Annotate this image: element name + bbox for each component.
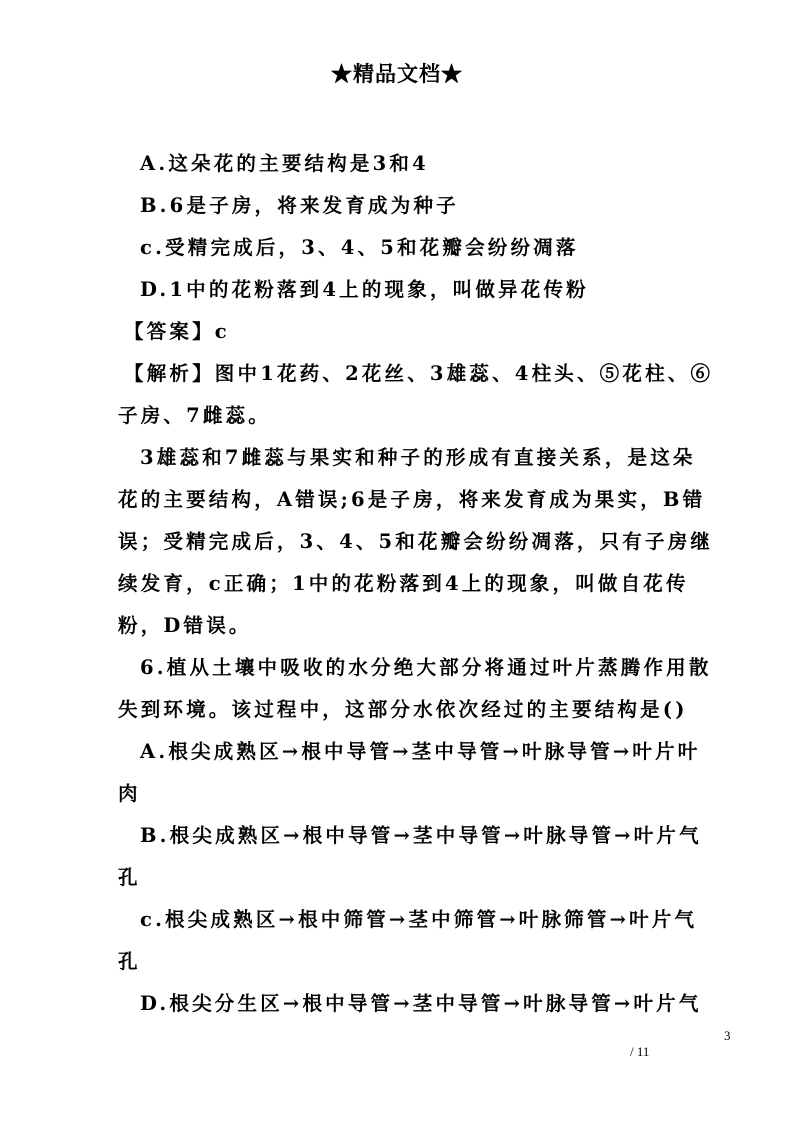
choice-c-line: 孔 — [118, 950, 141, 973]
page-number: 3 — [724, 1028, 731, 1043]
option-c-line: c.受精完成后，3、4、5和花瓣会纷纷凋落 — [140, 236, 579, 259]
choice-b-line: 孔 — [118, 866, 141, 889]
explanation-line: 花的主要结构，A错误;6是子房，将来发育成为果实，B错 — [118, 488, 706, 511]
answer-line: 【答案】c — [124, 320, 230, 343]
option-b-line: B.6是子房，将来发育成为种子 — [140, 194, 459, 217]
explanation-line: 误；受精完成后，3、4、5和花瓣会纷纷凋落，只有子房继 — [118, 530, 714, 553]
option-a-line: A.这朵花的主要结构是3和4 — [140, 152, 429, 175]
analysis-line: 【解析】图中1花药、2花丝、3雄蕊、4柱头、⑤花柱、⑥ — [124, 362, 714, 385]
explanation-line: 3雄蕊和7雌蕊与果实和种子的形成有直接关系，是这朵 — [140, 446, 696, 469]
analysis-line: 子房、7雌蕊。 — [118, 404, 271, 427]
choice-d-line: D.根尖分生区→根中导管→茎中导管→叶脉导管→叶片气 — [140, 992, 702, 1015]
question-line: 6.植从土壤中吸收的水分绝大部分将通过叶片蒸腾作用散 — [140, 656, 712, 679]
option-d-line: D.1中的花粉落到4上的现象，叫做异花传粉 — [140, 278, 589, 301]
explanation-line: 续发育，c正确；1中的花粉落到4上的现象，叫做自花传 — [118, 572, 689, 595]
document-header: ★精品文档★ — [331, 61, 463, 86]
choice-a-line: A.根尖成熟区→根中导管→茎中导管→叶脉导管→叶片叶 — [140, 740, 701, 763]
explanation-line: 粉，D错误。 — [118, 614, 252, 637]
question-line: 失到环境。该过程中，这部分水依次经过的主要结构是() — [118, 698, 688, 721]
choice-a-line: 肉 — [118, 782, 141, 805]
choice-b-line: B.根尖成熟区→根中导管→茎中导管→叶脉导管→叶片气 — [140, 824, 702, 847]
choice-c-line: c.根尖成熟区→根中筛管→茎中筛管→叶脉筛管→叶片气 — [140, 908, 698, 931]
page-total: / 11 — [630, 1044, 650, 1059]
